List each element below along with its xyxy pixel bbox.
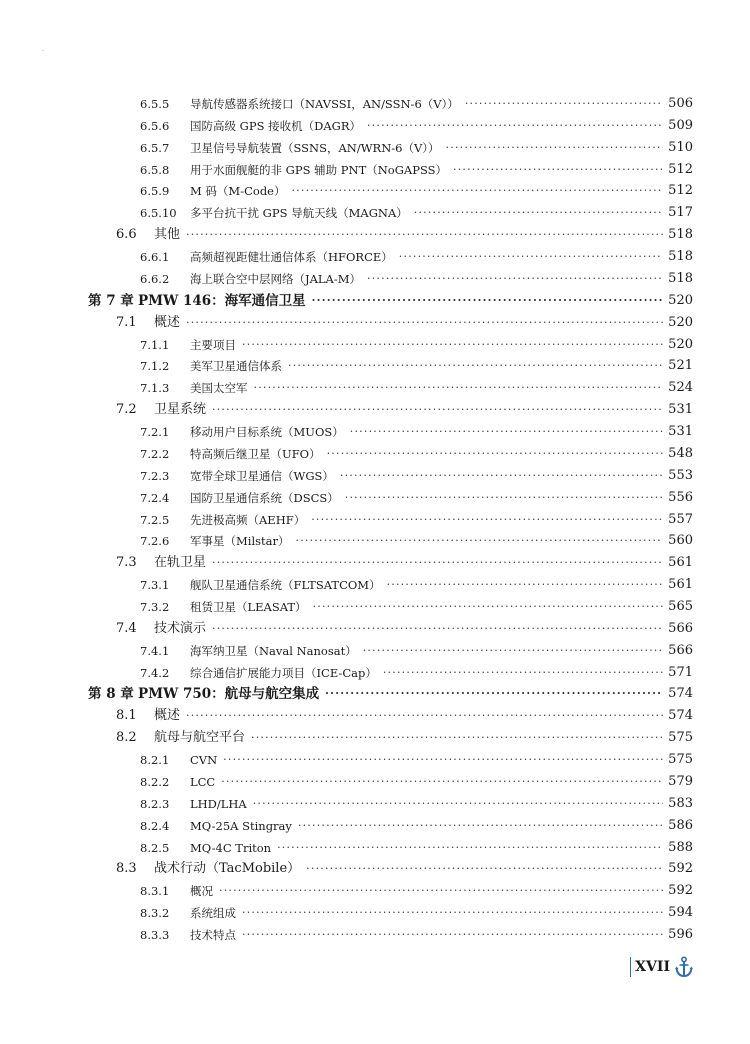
toc-entry-title: MQ-25A Stingray xyxy=(190,818,292,833)
toc-subsection-row xyxy=(140,269,693,289)
toc-page-number: 512 xyxy=(668,183,693,199)
toc-page-number: 565 xyxy=(668,599,693,614)
toc-dot-leader xyxy=(453,160,663,180)
toc-entry-number: 8.3.3 xyxy=(140,928,170,943)
toc-subsection-row xyxy=(140,750,693,770)
toc-entry-title: 宽带全球卫星通信（WGS） xyxy=(190,468,334,483)
toc-dot-leader xyxy=(254,378,664,398)
toc-entry-number: 7.2.2 xyxy=(140,446,170,461)
toc-dot-leader xyxy=(291,181,663,201)
toc-entry-number: 7.2.1 xyxy=(140,425,170,440)
toc-entry-title: LHD/LHA xyxy=(190,796,247,811)
toc-subsection-row xyxy=(140,116,693,136)
toc-entry-number: 8.2.3 xyxy=(140,796,170,811)
toc-dot-leader xyxy=(399,247,663,267)
toc-page-number: 571 xyxy=(668,664,693,680)
toc-entry-title: 国防高级 GPS 接收机（DAGR） xyxy=(190,118,361,133)
toc-dot-leader xyxy=(212,400,663,420)
toc-entry-title: 技术特点 xyxy=(190,928,236,943)
toc-entry-number: 7.1 xyxy=(116,314,137,330)
toc-entry-title: 综合通信扩展能力项目（ICE-Cap） xyxy=(190,665,377,680)
toc-subsection-row xyxy=(140,160,693,180)
toc-subsection-row xyxy=(140,881,693,901)
toc-dot-leader xyxy=(387,575,663,595)
toc-dot-leader xyxy=(363,641,663,661)
toc-entry-title: 航母与航空平台 xyxy=(154,730,246,746)
toc-entry-number: 8.2.4 xyxy=(140,818,170,833)
toc-section-row xyxy=(116,313,693,333)
toc-page-number: 509 xyxy=(668,117,693,133)
toc-entry-title: 国防卫星通信系统（DSCS） xyxy=(190,490,339,505)
toc-entry-title: 舰队卫星通信系统（FLTSATCOM） xyxy=(190,578,381,593)
page-number-roman: XVII xyxy=(635,959,670,975)
toc-dot-leader xyxy=(340,466,663,486)
toc-entry-number: 第 8 章 xyxy=(88,686,134,703)
toc-page-number: 594 xyxy=(668,905,693,921)
toc-dot-leader xyxy=(242,925,663,945)
toc-subsection-row xyxy=(140,794,693,814)
toc-page-number: 579 xyxy=(668,773,693,789)
toc-dot-leader xyxy=(219,881,663,901)
toc-entry-number: 8.2 xyxy=(116,730,137,746)
toc-page-number: 518 xyxy=(668,249,693,265)
toc-section-row xyxy=(116,553,693,573)
toc-dot-leader xyxy=(186,313,663,333)
toc-chapter-row xyxy=(88,291,693,311)
toc-subsection-row xyxy=(140,181,693,201)
toc-page-number: 596 xyxy=(668,927,693,943)
toc-entry-title: 海上联合空中层网络（JALA-M） xyxy=(190,271,362,286)
toc-dot-leader xyxy=(383,663,663,683)
toc-subsection-row xyxy=(140,378,693,398)
toc-dot-leader xyxy=(221,772,663,792)
toc-entry-title: 概况 xyxy=(190,884,213,899)
toc-dot-leader xyxy=(298,816,663,836)
toc-page-number: 520 xyxy=(668,292,693,308)
toc-entry-title: 多平台抗干扰 GPS 导航天线（MAGNA） xyxy=(190,206,408,221)
toc-entry-number: 6.5.7 xyxy=(140,140,170,155)
toc-dot-leader xyxy=(345,488,663,508)
toc-section-row xyxy=(116,706,693,726)
toc-subsection-row xyxy=(140,247,693,267)
toc-dot-leader xyxy=(312,291,663,311)
toc-page-number: 561 xyxy=(668,577,693,593)
toc-entry-number: 第 7 章 xyxy=(88,292,134,309)
toc-dot-leader xyxy=(350,422,663,442)
toc-subsection-row xyxy=(140,138,693,158)
toc-subsection-row xyxy=(140,94,693,114)
toc-entry-title: 在轨卫星 xyxy=(154,555,207,571)
toc-entry-number: 6.6.2 xyxy=(140,271,170,286)
toc-entry-number: 6.6.1 xyxy=(140,250,170,265)
toc-dot-leader xyxy=(242,335,663,355)
toc-entry-number: 6.5.5 xyxy=(140,97,170,111)
toc-entry-number: 7.2.5 xyxy=(140,512,170,527)
toc-subsection-row xyxy=(140,597,693,617)
toc-page-number: 556 xyxy=(668,489,693,505)
toc-dot-leader xyxy=(186,225,663,245)
toc-entry-number: 7.2.6 xyxy=(140,534,170,549)
toc-subsection-row xyxy=(140,203,693,223)
toc-entry-title: 概述 xyxy=(154,708,181,724)
toc-subsection-row xyxy=(140,663,693,683)
toc-page-number: 574 xyxy=(668,686,693,702)
toc-subsection-row xyxy=(140,422,693,442)
toc-entry-title: PMW 146：海军通信卫星 xyxy=(138,292,306,309)
page-footer xyxy=(630,956,694,978)
toc-entry-number: 6.5.6 xyxy=(140,118,170,133)
toc-entry-number: 8.3.2 xyxy=(140,906,170,921)
toc-entry-number: 8.3.1 xyxy=(140,884,170,899)
toc-page-number: 566 xyxy=(668,620,693,636)
toc-subsection-row xyxy=(140,925,693,945)
toc-entry-title: M 码（M-Code） xyxy=(190,184,286,199)
toc-page-number: 566 xyxy=(668,642,693,658)
toc-entry-number: 7.4.2 xyxy=(140,665,170,680)
toc-page-number: 518 xyxy=(668,227,693,243)
toc-entry-number: 7.2.3 xyxy=(140,468,170,483)
toc-page-number: 506 xyxy=(668,96,693,111)
toc-page-number: 586 xyxy=(668,817,693,833)
toc-entry-number: 6.5.8 xyxy=(140,162,170,177)
toc-entry-title: 海军纳卫星（Naval Nanosat） xyxy=(190,643,357,658)
toc-page-number: 588 xyxy=(668,839,693,855)
toc-subsection-row xyxy=(140,641,693,661)
toc-page-number: 575 xyxy=(668,752,693,768)
toc-dot-leader xyxy=(367,116,663,136)
toc-entry-title: PMW 750：航母与航空集成 xyxy=(138,686,320,703)
toc-page-number: 512 xyxy=(668,161,693,177)
toc-subsection-row xyxy=(140,466,693,486)
toc-entry-title: 特高频后继卫星（UFO） xyxy=(190,446,321,461)
toc-page-number: 592 xyxy=(668,861,693,877)
toc-page-number: 517 xyxy=(668,205,693,221)
toc-entry-number: 7.3 xyxy=(116,555,137,571)
toc-entry-number: 7.3.1 xyxy=(140,578,170,593)
toc-page-number: 524 xyxy=(668,380,693,396)
footer-divider xyxy=(630,957,631,977)
toc-entry-number: 7.2.4 xyxy=(140,490,170,505)
toc-subsection-row xyxy=(140,444,693,464)
toc-dot-leader xyxy=(212,553,663,573)
toc-entry-number: 7.1.2 xyxy=(140,359,170,374)
toc-subsection-row xyxy=(140,510,693,530)
toc-dot-leader xyxy=(251,728,663,748)
toc-section-row xyxy=(116,400,693,420)
toc-page-number: 553 xyxy=(668,467,693,483)
toc-entry-title: 美国太空军 xyxy=(190,381,248,396)
toc-entry-number: 8.1 xyxy=(116,708,137,724)
toc-entry-title: 卫星信号导航装置（SSNS，AN/WRN-6（V）） xyxy=(190,140,440,155)
toc-dot-leader xyxy=(223,750,663,770)
toc-entry-number: 7.4.1 xyxy=(140,643,170,658)
toc-page-number: 574 xyxy=(668,708,693,724)
toc-entry-title: 军事星（Milstar） xyxy=(190,534,290,549)
toc-page-number: 518 xyxy=(668,270,693,286)
toc-subsection-row xyxy=(140,816,693,836)
toc-subsection-row xyxy=(140,488,693,508)
toc-dot-leader xyxy=(212,619,663,639)
toc-entry-number: 8.3 xyxy=(116,861,137,877)
toc-dot-leader xyxy=(253,794,663,814)
toc-subsection-row xyxy=(140,575,693,595)
toc-dot-leader xyxy=(465,94,663,114)
toc-entry-title: MQ-4C Triton xyxy=(190,840,272,855)
toc-page-number: 583 xyxy=(668,795,693,811)
toc-dot-leader xyxy=(446,138,663,158)
toc-subsection-row xyxy=(140,838,693,858)
toc-entry-number: 6.5.9 xyxy=(140,184,170,199)
toc-entry-title: 战术行动（TacMobile） xyxy=(154,861,301,877)
toc-dot-leader xyxy=(367,269,663,289)
toc-entry-number: 7.4 xyxy=(116,620,137,636)
toc-page-number: 520 xyxy=(668,336,693,352)
toc-entry-title: CVN xyxy=(190,753,218,768)
toc-section-row xyxy=(116,619,693,639)
toc-entry-title: LCC xyxy=(190,774,216,789)
toc-entry-number: 7.1.1 xyxy=(140,337,170,352)
toc-page-number: 520 xyxy=(668,314,693,330)
toc-entry-number: 8.2.5 xyxy=(140,840,170,855)
toc-entry-title: 租赁卫星（LEASAT） xyxy=(190,600,307,614)
toc-entry-number: 7.2 xyxy=(116,402,137,418)
toc-entry-number: 7.3.2 xyxy=(140,600,170,614)
toc-entry-title: 先进极高频（AEHF） xyxy=(190,512,306,527)
toc-subsection-row xyxy=(140,356,693,376)
toc-page-number: 521 xyxy=(668,358,693,374)
toc-page-number: 548 xyxy=(668,445,693,461)
toc-page-number: 561 xyxy=(668,555,693,571)
toc-entry-number: 6.5.10 xyxy=(140,206,177,221)
toc-entry-title: 用于水面舰艇的非 GPS 辅助 PNT（NoGAPSS） xyxy=(190,162,448,177)
toc-entry-title: 系统组成 xyxy=(190,906,236,921)
toc-entry-title: 卫星系统 xyxy=(154,402,207,418)
toc-dot-leader xyxy=(327,444,663,464)
toc-page-number: 557 xyxy=(668,511,693,527)
toc-entry-title: 导航传感器系统接口（NAVSSI，AN/SSN-6（V）） xyxy=(190,97,459,111)
toc-dot-leader xyxy=(311,510,663,530)
toc-dot-leader xyxy=(186,706,663,726)
toc-entry-title: 移动用户目标系统（MUOS） xyxy=(190,425,344,440)
toc-dot-leader xyxy=(288,356,663,376)
toc-entry-title: 美军卫星通信体系 xyxy=(190,359,282,374)
toc-dot-leader xyxy=(325,684,663,704)
toc-page-number: 560 xyxy=(668,533,693,549)
toc-chapter-row xyxy=(88,684,693,704)
anchor-icon xyxy=(674,956,694,978)
toc-dot-leader xyxy=(277,838,663,858)
toc-section-row xyxy=(116,728,693,748)
toc-entry-title: 其他 xyxy=(154,227,181,243)
toc-entry-number: 7.1.3 xyxy=(140,381,170,396)
toc-page-number: 531 xyxy=(668,402,693,418)
corner-mark: · xyxy=(42,48,44,55)
toc-dot-leader xyxy=(242,903,663,923)
toc-page-number: 575 xyxy=(668,730,693,746)
toc-subsection-row xyxy=(140,335,693,355)
toc-dot-leader xyxy=(306,859,663,879)
toc-page-number: 592 xyxy=(668,883,693,899)
toc-entry-title: 概述 xyxy=(154,314,181,330)
toc-page-number: 531 xyxy=(668,424,693,440)
toc-entry-title: 技术演示 xyxy=(154,620,207,636)
toc-dot-leader xyxy=(313,597,663,617)
toc-subsection-row xyxy=(140,903,693,923)
toc-subsection-row xyxy=(140,772,693,792)
toc-subsection-row xyxy=(140,531,693,551)
toc-dot-leader xyxy=(414,203,663,223)
toc-section-row xyxy=(116,225,693,245)
toc-page-number: 510 xyxy=(668,139,693,155)
toc-entry-number: 8.2.2 xyxy=(140,774,170,789)
toc-entry-number: 8.2.1 xyxy=(140,753,170,768)
toc-entry-number: 6.6 xyxy=(116,227,137,243)
toc-entry-title: 高频超视距健壮通信体系（HFORCE） xyxy=(190,250,393,265)
toc-dot-leader xyxy=(296,531,663,551)
toc-section-row xyxy=(116,859,693,879)
toc-entry-title: 主要项目 xyxy=(190,337,236,352)
